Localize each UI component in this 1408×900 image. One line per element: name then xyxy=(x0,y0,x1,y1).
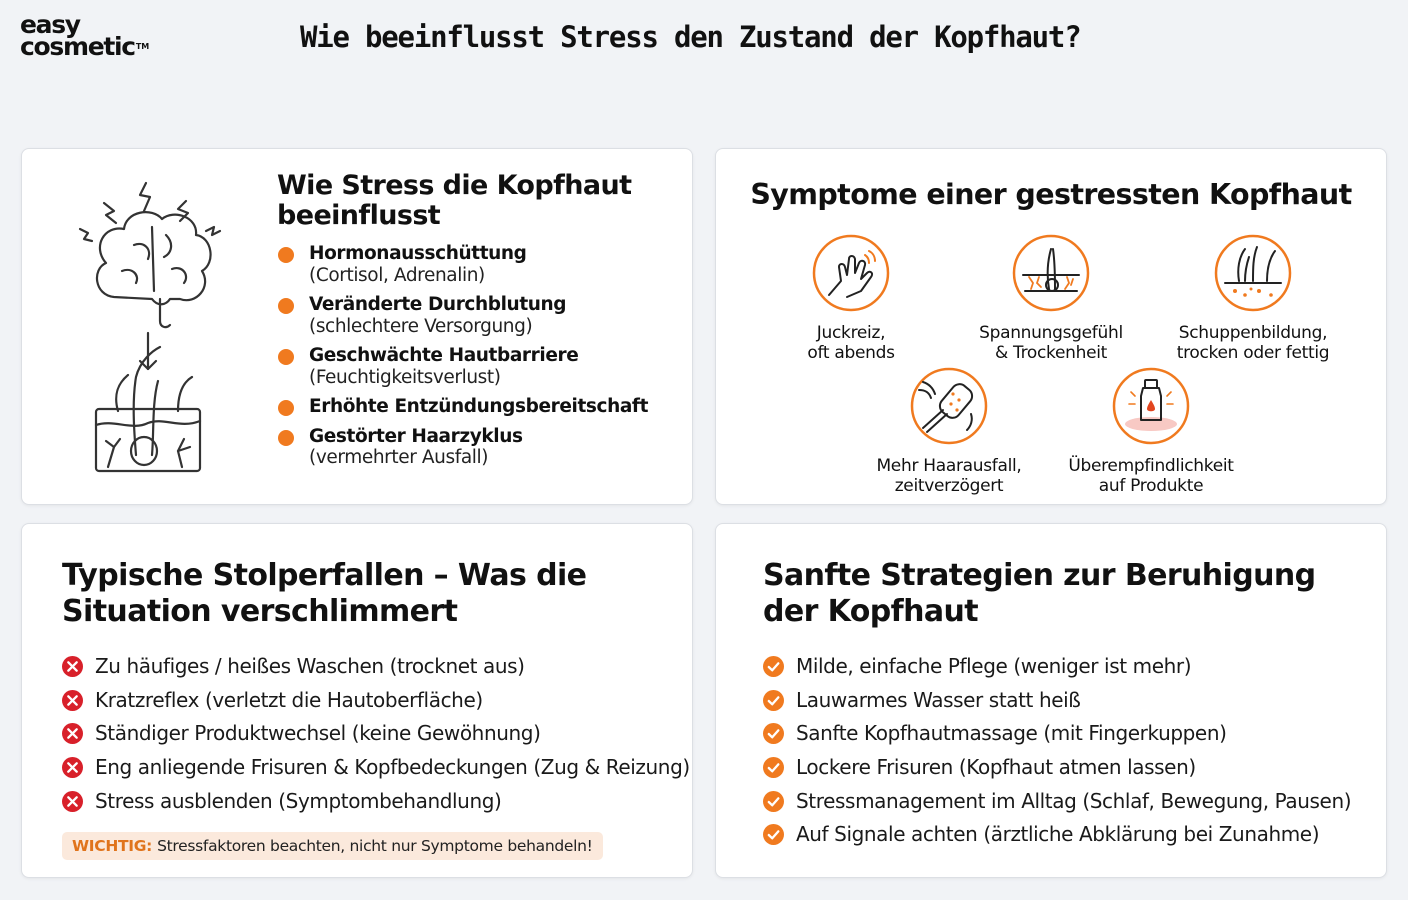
symptom-label: Juckreiz, oft abends xyxy=(807,323,895,363)
list-item: Veränderte Durchblutung (schlechtere Versorgung) xyxy=(277,294,677,337)
check-circle-icon xyxy=(763,656,784,677)
bullet-dot-icon xyxy=(278,349,294,365)
check-circle-icon xyxy=(763,791,784,812)
list-item: Kratzreflex (verletzt die Hautoberfläche) xyxy=(62,687,690,721)
stress-effects-list xyxy=(277,243,677,477)
pitfalls-title: Typische Stolperfallen – Was die Situation verschlimmert xyxy=(62,558,587,629)
check-circle-icon xyxy=(763,757,784,778)
x-circle-icon xyxy=(62,757,83,778)
symptom-tightness xyxy=(946,233,1156,363)
bullet-dot-icon xyxy=(278,400,294,416)
symptoms-title: Symptome einer gestressten Kopfhaut xyxy=(750,178,1352,211)
list-item: Gestörter Haarzyklus (vermehrter Ausfall) xyxy=(277,426,677,469)
pitfalls-panel xyxy=(21,523,693,878)
x-circle-icon xyxy=(62,791,83,812)
stress-illustration xyxy=(74,171,224,476)
scratching-hand-icon xyxy=(811,233,891,313)
bullet-dot-icon xyxy=(278,298,294,314)
important-text: Stressfaktoren beachten, nicht nur Symptome behandeln! xyxy=(157,837,593,855)
list-item: Lauwarmes Wasser statt heiß xyxy=(763,687,1351,721)
symptom-itching xyxy=(746,233,956,363)
stress-lightning-icon xyxy=(104,203,116,223)
product-bottle-icon xyxy=(1111,366,1191,446)
brain-icon xyxy=(97,212,211,327)
symptom-hair-loss xyxy=(844,366,1054,496)
bullet-dot-icon xyxy=(278,430,294,446)
hairbrush-icon xyxy=(909,366,989,446)
important-label: WICHTIG: xyxy=(72,837,153,855)
list-item: Milde, einfache Pflege (weniger ist mehr) xyxy=(763,653,1351,687)
list-item: Geschwächte Hautbarriere (Feuchtigkeitsverlust) xyxy=(277,345,677,388)
logo-line-2: cosmetic xyxy=(20,32,135,61)
list-item: Lockere Frisuren (Kopfhaut atmen lassen) xyxy=(763,754,1351,788)
list-item: Stress ausblenden (Symptombehandlung) xyxy=(62,788,690,822)
pitfalls-list xyxy=(62,653,690,821)
x-circle-icon xyxy=(62,656,83,677)
strategies-list xyxy=(763,653,1351,855)
symptom-label: Spannungsgefühl & Trockenheit xyxy=(979,323,1123,363)
symptom-sensitivity xyxy=(1046,366,1256,496)
strategies-panel xyxy=(715,523,1387,878)
bullet-dot-icon xyxy=(278,247,294,263)
check-circle-icon xyxy=(763,723,784,744)
important-note xyxy=(62,832,603,860)
symptom-label: Schuppenbildung, trocken oder fettig xyxy=(1176,323,1330,363)
check-circle-icon xyxy=(763,824,784,845)
x-circle-icon xyxy=(62,690,83,711)
list-item: Eng anliegende Frisuren & Kopfbedeckungen (Zug & Reizung) xyxy=(62,754,690,788)
symptoms-panel xyxy=(715,148,1387,505)
symptom-dandruff xyxy=(1148,233,1358,363)
list-item: Auf Signale achten (ärztliche Abklärung bei Zunahme) xyxy=(763,821,1351,855)
dandruff-icon xyxy=(1213,233,1293,313)
dry-skin-icon xyxy=(1011,233,1091,313)
list-item: Stressmanagement im Alltag (Schlaf, Bewegung, Pausen) xyxy=(763,788,1351,822)
logo-trademark: TM xyxy=(135,42,150,51)
page-title: Wie beeinflusst Stress den Zustand der Kopfhaut? xyxy=(300,20,1081,54)
stress-effects-title: Wie Stress die Kopfhaut beeinflusst xyxy=(277,170,632,231)
strategies-title: Sanfte Strategien zur Beruhigung der Kopfhaut xyxy=(763,558,1316,629)
symptom-label: Mehr Haarausfall, zeitverzögert xyxy=(876,456,1022,496)
stress-effects-panel xyxy=(21,148,693,505)
stress-lightning-icon xyxy=(140,183,150,211)
symptom-label: Überempfindlichkeit auf Produkte xyxy=(1068,456,1234,496)
logo-line-1: easy xyxy=(20,10,80,39)
check-circle-icon xyxy=(763,690,784,711)
brand-logo[interactable] xyxy=(20,10,150,61)
list-item: Sanfte Kopfhautmassage (mit Fingerkuppen) xyxy=(763,720,1351,754)
list-item: Ständiger Produktwechsel (keine Gewöhnung) xyxy=(62,720,690,754)
x-circle-icon xyxy=(62,723,83,744)
list-item: Hormonausschüttung (Cortisol, Adrenalin) xyxy=(277,243,677,286)
list-item: Erhöhte Entzündungsbereitschaft xyxy=(277,396,677,418)
list-item: Zu häufiges / heißes Waschen (trocknet aus) xyxy=(62,653,690,687)
